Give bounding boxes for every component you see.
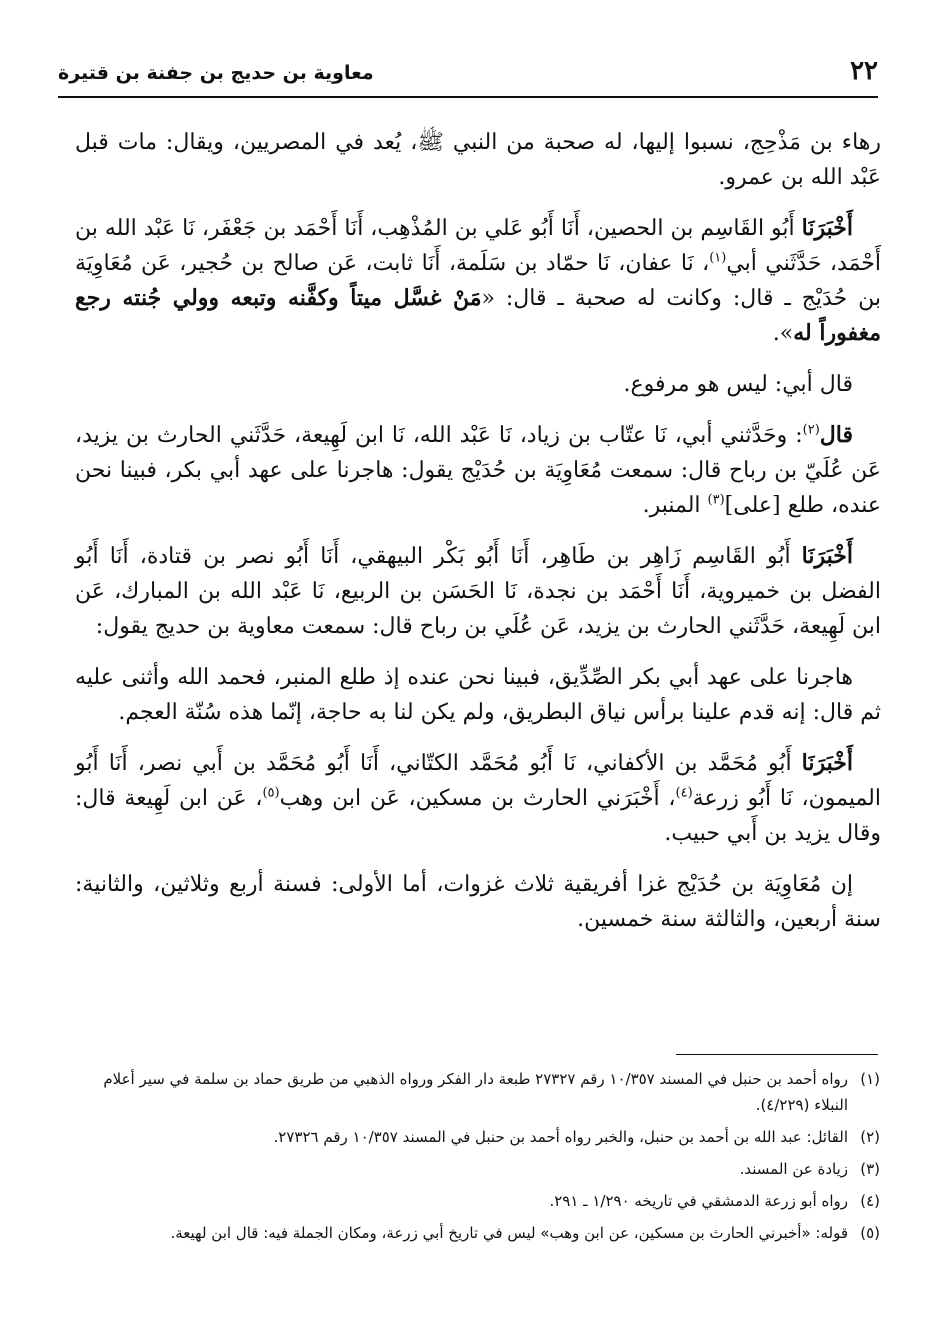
- footnote-item: [80, 1156, 880, 1182]
- footnote-number: (١): [860, 1070, 880, 1088]
- footnote-text: رواه أبو زرعة الدمشقي في تاريخه ١/٢٩٠ ـ ٢٩١.: [549, 1192, 848, 1210]
- footnote-marker: (٤): [675, 785, 693, 801]
- running-title: معاوية بن حديج بن جفنة بن قتيرة: [58, 62, 374, 84]
- paragraph-text: ، أَخْبَرَني الحارث بن مسكين، عَن ابن وهب: [279, 786, 676, 811]
- paragraph-text: : وحَدَّثني أبي، نَا عتّاب بن زياد، نَا عَبْد الله، نَا ابن لَهِيعة، حَدَّثَني الحارث بن يزيد، عَن عُلَيّ بن رباح قال: سمعت مُعَاوِيَة بن حُدَيْج يقول: هاجرنا على عهد أبي بكر، فبينا نحن عنده، طلع [على]: [75, 423, 881, 518]
- paragraph-text: رهاء بن مَذْحِج، نسبوا إليها، له صحبة من النبي ﷺ، يُعد في المصريين، ويقال: مات قبل عَبْد الله بن عمرو.: [75, 130, 881, 190]
- footnote-text: رواه أحمد بن حنبل في المسند ١٠/٣٥٧ رقم ٢٧٣٢٧ طبعة دار الفكر ورواه الذهبي من طريق حماد بن سلمة في سير أعلام النبلاء (٤/٢٢٩).: [103, 1070, 848, 1114]
- paragraph: [75, 746, 881, 851]
- isnad-keyword: أَخْبَرَنَا: [801, 215, 853, 241]
- main-text: [75, 125, 881, 953]
- paragraph-text: أَبُو القَاسِم زَاهِر بن طَاهِر، أَنَا أَبُو بَكْر البيهقي، أَنَا أَبُو نصر بن قتادة، أَنَا أَبُو الفضل بن خميروية، أَنَا أَحْمَد بن نجدة، نَا الحَسَن بن الربيع، نَا عَبْد الله بن المبارك، عَن ابن لَهِيعة، حَدَّثَني الحارث بن يزيد، عَن عُلَي بن رباح قال: سمعت معاوية بن حديج يقول:: [75, 544, 881, 639]
- page-number: ٢٢: [850, 56, 878, 86]
- isnad-keyword: قال: [819, 422, 853, 448]
- footnote-item: [80, 1066, 880, 1118]
- paragraph-text: ، عَن ابن لَهِيعة قال: وقال يزيد بن أَبي حبيب.: [75, 786, 881, 846]
- footnote-item: [80, 1124, 880, 1150]
- paragraph: [75, 867, 881, 937]
- paragraph-text: المنبر.: [642, 493, 708, 518]
- paragraph: [75, 539, 881, 644]
- paragraph-text: أَبُو القَاسِم بن الحصين، أَنَا أَبُو عَلي بن المُذْهِب، أَنَا أَحْمَد بن جَعْفَر، نَا عَبْد الله بن أَحْمَد، حَدَّثَني أبي: [75, 216, 881, 276]
- paragraph-text: هاجرنا على عهد أبي بكر الصِّدِّيق، فبينا نحن عنده إذ طلع المنبر، فحمد الله وأثنى عليه ثم قال: إنه قدم علينا برأس نياق البطريق، ولم يكن لنا به حاجة، إنّما هذه سُنّة العجم.: [75, 665, 881, 725]
- paragraph: [75, 418, 881, 523]
- footnote-marker: (٣): [707, 492, 725, 508]
- footnote-text: القائل: عبد الله بن أحمد بن حنبل، والخبر رواه أحمد بن حنبل في المسند ١٠/٣٥٧ رقم ٢٧٣٢٦.: [273, 1128, 848, 1146]
- footnote-item: [80, 1220, 880, 1246]
- isnad-keyword: أَخْبَرَنَا: [801, 543, 853, 569]
- footnote-marker: (١): [709, 250, 727, 266]
- footnote-number: (٤): [860, 1192, 880, 1210]
- paragraph: [75, 660, 881, 730]
- footnote-text: زيادة عن المسند.: [739, 1160, 848, 1178]
- footnote-divider: [676, 1054, 878, 1055]
- paragraph: [75, 125, 881, 195]
- footnote-marker: (٥): [262, 785, 280, 801]
- paragraph-text: أَبُو مُحَمَّد بن الأكفاني، نَا أَبُو مُحَمَّد الكتّاني، أَنَا أَبُو مُحَمَّد بن أَبي نصر، أَنَا أَبُو الميمون، نَا أَبُو زرعة: [75, 751, 881, 811]
- paragraph-text: قال أبي: ليس هو مرفوع.: [623, 372, 853, 397]
- footnote-marker: (٢): [802, 422, 820, 438]
- hadith-text: مَنْ غسَّل ميتاً وكفَّنه وتبعه وولي جُنته رجع مغفوراً له: [75, 285, 881, 346]
- footnote-number: (٥): [860, 1224, 880, 1242]
- paragraph: [75, 211, 881, 351]
- footnote-item: [80, 1188, 880, 1214]
- footnote-text: قوله: «أخبرني الحارث بن مسكين، عن ابن وهب» ليس في تاريخ أبي زرعة، ومكان الجملة فيه: قال ابن لهيعة.: [170, 1224, 848, 1242]
- paragraph-text: ، نَا عفان، نَا حمّاد بن سَلَمة، أَنَا ثابت، عَن صالح بن حُجير، عَن مُعَاوِيَة بن حُدَيْج ـ قال: وكانت له صحبة ـ قال: «: [75, 251, 881, 311]
- header-rule: [58, 96, 878, 98]
- footnotes: [80, 1066, 880, 1252]
- page-header: [58, 54, 878, 98]
- footnote-number: (٢): [860, 1128, 880, 1146]
- paragraph-text: ».: [772, 321, 794, 346]
- paragraph-text: إن مُعَاوِيَة بن حُدَيْج غزا أفريقية ثلاث غزوات، أما الأولى: فسنة أربع وثلاثين، والثانية: سنة أربعين، والثالثة سنة خمسين.: [75, 872, 881, 932]
- paragraph: [75, 367, 881, 402]
- footnote-number: (٣): [860, 1160, 880, 1178]
- isnad-keyword: أَخْبَرَنَا: [801, 750, 853, 776]
